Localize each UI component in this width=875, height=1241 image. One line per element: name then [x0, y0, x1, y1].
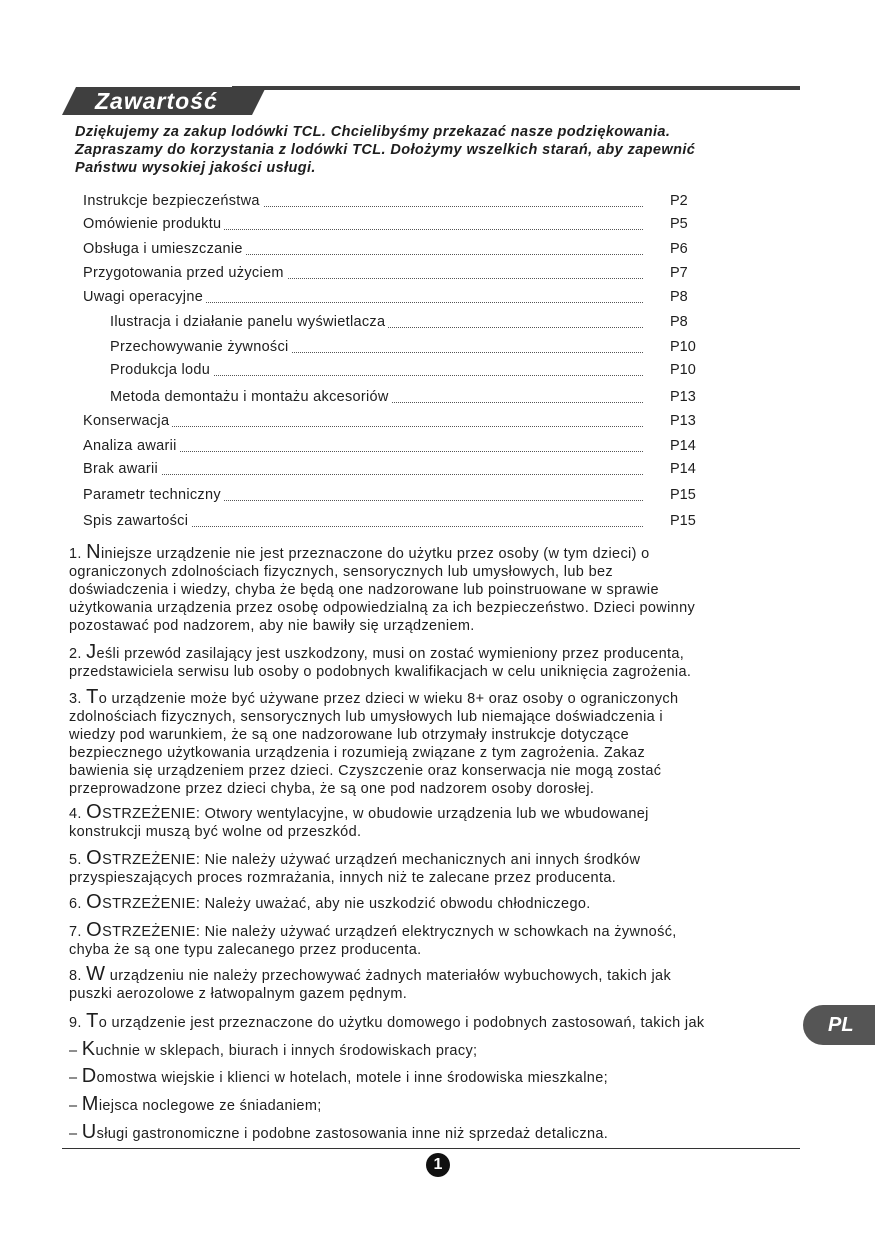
toc-title: Przechowywanie żywności: [110, 337, 292, 357]
note-initial: D: [81, 1065, 97, 1087]
note-first-line: [69, 963, 789, 985]
toc-item[interactable]: [83, 287, 643, 307]
toc-item[interactable]: [83, 436, 643, 456]
note-line: doświadczenia i wiedzy, chyba że będą one nadzorowane lub poinstruowane w sprawie: [69, 582, 659, 598]
page-number: 1: [426, 1153, 450, 1177]
toc-subitem[interactable]: [110, 312, 643, 332]
note-number: 2.: [69, 646, 87, 662]
note-text: iejsca noclegowe ze śniadaniem;: [98, 1098, 322, 1114]
intro-line: Zapraszamy do korzystania z lodówki TCL. Dołożymy wszelkich starań, aby zapewnić: [75, 142, 696, 158]
note-line: puszki aerozolowe z łatwopalnym gazem pędnym.: [69, 986, 408, 1002]
toc-page: P8: [670, 289, 688, 305]
toc-item[interactable]: [83, 411, 643, 431]
note-initial: K: [81, 1038, 96, 1060]
note-text: STRZEŻENIE: Otwory wentylacyjne, w obudowie urządzenia lub we wbudowanej: [102, 806, 649, 822]
toc-title: Metoda demontażu i montażu akcesoriów: [110, 387, 392, 407]
toc-subitem[interactable]: [110, 337, 643, 357]
note-first-line: [69, 1038, 789, 1060]
toc-title: Analiza awarii: [83, 436, 180, 456]
note-initial: M: [81, 1093, 99, 1115]
note-initial: O: [86, 919, 103, 941]
list-item: [69, 1121, 789, 1143]
list-item: [69, 1038, 789, 1060]
note-5: [69, 847, 789, 887]
note-text: o urządzenie może być używane przez dzieci w wieku 8+ oraz osoby o ograniczonych: [98, 691, 679, 707]
note-text: STRZEŻENIE: Nie należy używać urządzeń mechanicznych ani innych środków: [102, 852, 641, 868]
note-text: iniejsze urządzenie nie jest przeznaczone do użytku przez osoby (w tym dzieci) o: [100, 546, 650, 562]
note-line: przyspieszających proces rozmrażania, innych niż te zalecane przez producenta.: [69, 870, 617, 886]
footer-rule: [62, 1148, 800, 1149]
note-line: przeprowadzone przez dzieci chyba, że są one pod nadzorem osoby dorosłej.: [69, 781, 595, 797]
intro-line: Państwu wysokiej jakości usługi.: [75, 160, 316, 176]
note-line: przedstawiciela serwisu lub osoby o podobnych kwalifikacjach w celu uniknięcia zagrożenia.: [69, 664, 692, 680]
header-rule: [232, 86, 800, 90]
note-first-line: [69, 847, 789, 869]
toc-title: Uwagi operacyjne: [83, 287, 206, 307]
note-text: omostwa wiejskie i klienci w hotelach, motele i inne środowiska mieszkalne;: [96, 1070, 608, 1086]
toc-page: P14: [670, 438, 696, 454]
note-initial: J: [86, 641, 97, 663]
toc-page: P2: [670, 193, 688, 209]
note-number: 5.: [69, 852, 87, 868]
toc-item[interactable]: [83, 485, 643, 505]
note-3: [69, 686, 789, 798]
note-7: [69, 919, 789, 959]
note-first-line: [69, 1121, 789, 1143]
note-4: [69, 801, 789, 841]
toc-subitem[interactable]: [110, 387, 643, 407]
note-initial: U: [81, 1121, 97, 1143]
toc-title: Obsługa i umieszczanie: [83, 239, 246, 259]
toc-item[interactable]: [83, 511, 643, 531]
note-number: 3.: [69, 691, 87, 707]
toc-subitem[interactable]: [110, 360, 643, 380]
note-first-line: [69, 541, 789, 563]
note-first-line: [69, 1065, 789, 1087]
note-number: –: [69, 1043, 82, 1059]
toc-item[interactable]: [83, 263, 643, 283]
toc-title: Brak awarii: [83, 459, 161, 479]
toc-page: P8: [670, 314, 688, 330]
note-number: 9.: [69, 1015, 87, 1031]
note-first-line: [69, 1093, 789, 1115]
note-line: bezpiecznego użytkowania urządzenia i rozumieją związane z tym zagrożenia. Zakaz: [69, 745, 646, 761]
toc-page: P15: [670, 487, 696, 503]
note-line: ograniczonych zdolnościach fizycznych, sensorycznych lub umysłowych, lub bez: [69, 564, 614, 580]
intro-text: [75, 123, 795, 177]
page-title: Zawartość: [95, 88, 218, 114]
note-number: –: [69, 1126, 82, 1142]
toc-title: Spis zawartości: [83, 511, 191, 531]
list-item: [69, 1093, 789, 1115]
toc-item[interactable]: [83, 214, 643, 234]
note-2: [69, 641, 789, 681]
toc-title: Przygotowania przed użyciem: [83, 263, 287, 283]
note-first-line: [69, 641, 789, 663]
note-6: [69, 891, 789, 913]
note-number: 6.: [69, 896, 87, 912]
toc-title: Parametr techniczny: [83, 485, 224, 505]
note-initial: T: [86, 686, 99, 708]
note-line: użytkowania urządzenia przez osobę odpowiedzialną za ich bezpieczeństwo. Dzieci powinny: [69, 600, 696, 616]
note-text: STRZEŻENIE: Nie należy używać urządzeń elektrycznych w schowkach na żywność,: [102, 924, 677, 940]
note-number: 4.: [69, 806, 87, 822]
toc-page: P15: [670, 513, 696, 529]
toc-title: Omówienie produktu: [83, 214, 224, 234]
note-first-line: [69, 891, 789, 913]
toc-page: P14: [670, 461, 696, 477]
note-initial: W: [86, 963, 106, 985]
toc-title: Produkcja lodu: [110, 360, 213, 380]
list-item: [69, 1065, 789, 1087]
note-first-line: [69, 1010, 789, 1032]
toc-item[interactable]: [83, 191, 643, 211]
note-line: zdolnościach fizycznych, sensorycznych lub umysłowych lub niemające doświadczenia i: [69, 709, 664, 725]
note-line: bawienia się urządzeniem przez dzieci. Czyszczenie oraz konserwacja nie mogą zostać: [69, 763, 662, 779]
toc-item[interactable]: [83, 239, 643, 259]
note-initial: N: [86, 541, 101, 563]
toc-page: P10: [670, 339, 696, 355]
toc-title: Konserwacja: [83, 411, 172, 431]
note-number: –: [69, 1070, 82, 1086]
note-initial: O: [86, 891, 103, 913]
note-8: [69, 963, 789, 1003]
note-text: uchnie w sklepach, biurach i innych środowiskach pracy;: [95, 1043, 478, 1059]
toc-page: P6: [670, 241, 688, 257]
note-first-line: [69, 686, 789, 708]
note-number: 8.: [69, 968, 87, 984]
toc-page: P10: [670, 362, 696, 378]
note-line: konstrukcji muszą być wolne od przeszkód.: [69, 824, 362, 840]
note-number: 7.: [69, 924, 87, 940]
note-number: 1.: [69, 546, 87, 562]
note-text: STRZEŻENIE: Należy uważać, aby nie uszkodzić obwodu chłodniczego.: [102, 896, 591, 912]
note-first-line: [69, 801, 789, 823]
note-text: eśli przewód zasilający jest uszkodzony, musi on zostać wymieniony przez producenta,: [96, 646, 685, 662]
note-first-line: [69, 919, 789, 941]
toc-leader: [83, 474, 643, 475]
note-number: –: [69, 1098, 82, 1114]
note-initial: O: [86, 801, 103, 823]
note-text: urządzeniu nie należy przechowywać żadnych materiałów wybuchowych, takich jak: [105, 968, 672, 984]
note-initial: T: [86, 1010, 99, 1032]
language-tab-label: PL: [828, 1014, 854, 1036]
toc-title: Instrukcje bezpieczeństwa: [83, 191, 263, 211]
note-initial: O: [86, 847, 103, 869]
toc-title: Ilustracja i działanie panelu wyświetlacza: [110, 312, 388, 332]
note-text: o urządzenie jest przeznaczone do użytku domowego i podobnych zastosowań, takich jak: [98, 1015, 705, 1031]
note-1: [69, 541, 789, 635]
toc-page: P13: [670, 413, 696, 429]
toc-page: P13: [670, 389, 696, 405]
toc-page: P7: [670, 265, 688, 281]
note-9: [69, 1010, 789, 1032]
note-line: chyba że są one typu zalecanego przez producenta.: [69, 942, 422, 958]
toc-item[interactable]: [83, 459, 643, 479]
note-text: sługi gastronomiczne i podobne zastosowania inne niż sprzedaż detaliczna.: [96, 1126, 609, 1142]
intro-line: Dziękujemy za zakup lodówki TCL. Chcielibyśmy przekazać nasze podziękowania.: [75, 124, 671, 140]
note-line: pozostawać pod nadzorem, aby nie bawiły się urządzeniem.: [69, 618, 475, 634]
note-line: wiedzy pod warunkiem, że są one nadzorowane lub otrzymały instrukcje dotyczące: [69, 727, 630, 743]
toc-page: P5: [670, 216, 688, 232]
